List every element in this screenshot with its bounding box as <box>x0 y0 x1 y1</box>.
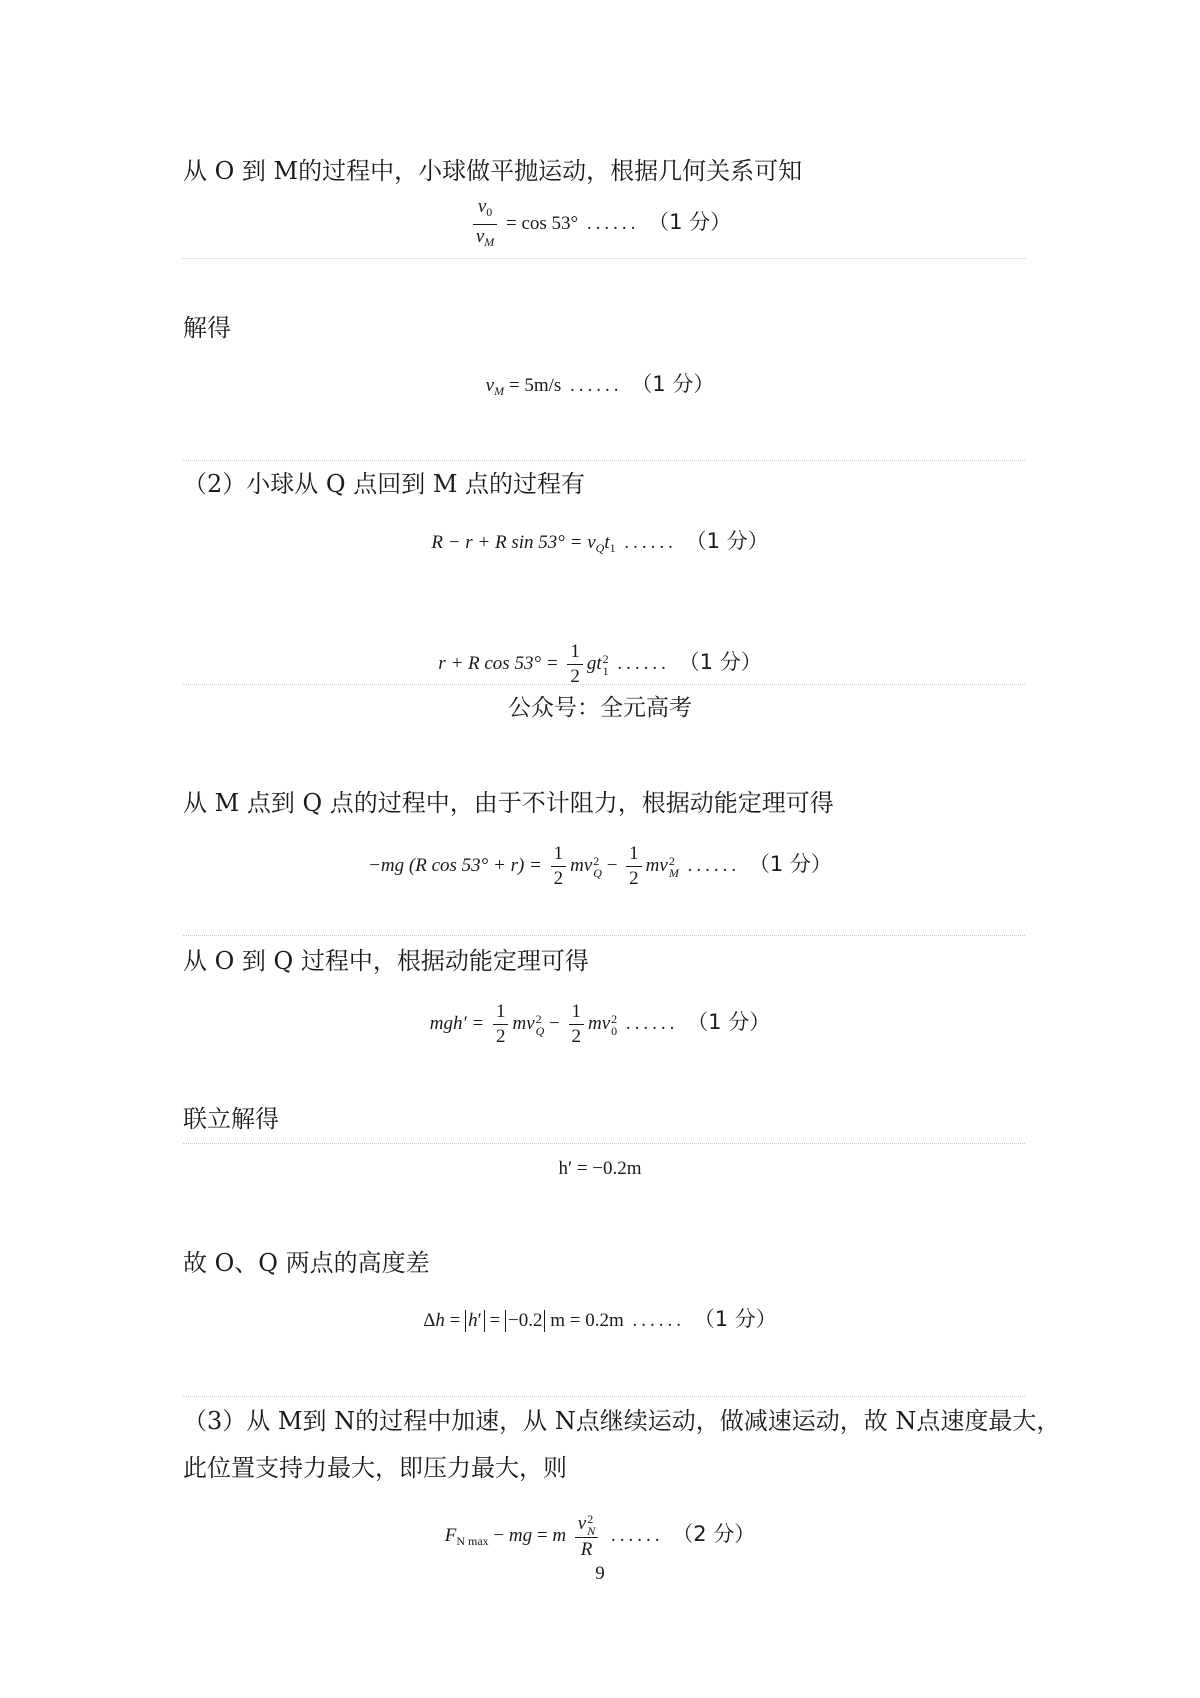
text-line-7: 故 O、Q 两点的高度差 <box>183 1249 430 1277</box>
page-number: 9 <box>595 1563 605 1584</box>
dotted-rule <box>183 258 1025 259</box>
equation-7-text: h′ = −0.2m <box>558 1158 642 1179</box>
fraction-half: $\frac{1}{2}$ <box>626 842 642 891</box>
score-label: （1 分） <box>648 209 732 234</box>
equation-4: r + R cos 53° = $\frac{1}{2}$ gt 2 1 ...... （1 分） <box>438 641 762 687</box>
score-label: （1 分） <box>748 851 832 876</box>
equation-3: R − r + R $\sin 53^\circ = v_Qt_1$ ...... （1 分） <box>431 529 769 555</box>
dots: ...... <box>632 1310 685 1331</box>
equation-6: mgh′ = $\frac{1}{2}$ mv 2 Q − $\frac{1}{2}$ mv 2 0 ...... （1 分） <box>429 1001 771 1047</box>
fraction-vN2-over-R: v 2 N R <box>575 1512 598 1562</box>
equation-5: −mg (R cos 53° + r) = $\frac{1}{2}$ mv 2 Q − $\frac{1}{2}$ mv 2 M ...... （1 分） <box>368 843 832 889</box>
dots: ...... <box>586 212 640 234</box>
score-label: （1 分） <box>693 1307 777 1331</box>
score-label: （1 分） <box>678 649 762 674</box>
dots: ...... <box>687 854 741 876</box>
fraction-v0-over-vM: $\frac{v_0}{v_M}$ <box>473 195 497 254</box>
dotted-rule <box>183 1396 1025 1397</box>
equation-1-rhs: = cos 53° <box>506 212 579 234</box>
equation-3-lhs: R − r + R sin 53° = <box>431 532 588 553</box>
text-line-9: 此位置支持力最大，即压力最大，则 <box>183 1454 567 1482</box>
fraction-half: $\frac{1}{2}$ <box>493 1000 509 1049</box>
dots: ...... <box>625 1012 679 1034</box>
equation-7 <box>0 1155 1200 1183</box>
fraction-half: $\frac{1}{2}$ <box>551 842 567 891</box>
dots: ...... <box>617 652 670 674</box>
dotted-rule <box>183 684 1025 685</box>
dotted-rule <box>183 1143 1025 1144</box>
dotted-rule <box>183 935 1025 936</box>
dots: ...... <box>570 375 623 396</box>
score-label: （1 分） <box>687 1009 771 1034</box>
dots: ...... <box>624 532 677 553</box>
watermark-text: 公众号：全元高考 <box>508 695 692 721</box>
equation-2: $v_M = 5m/s$ ...... （1 分） <box>485 372 715 398</box>
equation-6-lhs: mgh′ = <box>429 1012 489 1034</box>
dots: ...... <box>611 1525 664 1547</box>
text-line-4: 从 M 点到 Q 点的过程中，由于不计阻力，根据动能定理可得 <box>183 789 834 817</box>
equation-9: $F_{N max}$ − mg = m v 2 N R ...... （2 分） <box>444 1511 756 1560</box>
equation-1 <box>0 195 1200 254</box>
equation-5-lhs: −mg (R cos 53° + r) = <box>368 854 547 876</box>
fraction-half: $\frac{1}{2}$ <box>567 640 583 689</box>
text-line-1: 从 O 到 M的过程中，小球做平抛运动，根据几何关系可知 <box>183 157 803 185</box>
text-line-3: （2）小球从 Q 点回到 M 点的过程有 <box>183 470 586 498</box>
text-line-6: 联立解得 <box>183 1105 279 1133</box>
text-line-2: 解得 <box>183 314 231 342</box>
equation-4-lhs: r + R cos 53° = <box>438 652 564 674</box>
score-label: （1 分） <box>631 372 715 396</box>
score-label: （1 分） <box>685 529 769 553</box>
fraction-half: $\frac{1}{2}$ <box>569 1000 585 1049</box>
score-label: （2 分） <box>672 1522 756 1547</box>
text-line-8: （3）从 M到 N的过程中加速，从 N点继续运动，做减速运动，故 N点速度最大， <box>183 1407 1061 1435</box>
equation-2-rhs: = 5m/s <box>508 375 562 396</box>
equation-8: Δh = h′ = −0.2 m = 0.2m ...... （1 分） <box>423 1307 777 1331</box>
dotted-rule <box>183 460 1025 461</box>
text-line-5: 从 O 到 Q 过程中，根据动能定理可得 <box>183 947 589 975</box>
